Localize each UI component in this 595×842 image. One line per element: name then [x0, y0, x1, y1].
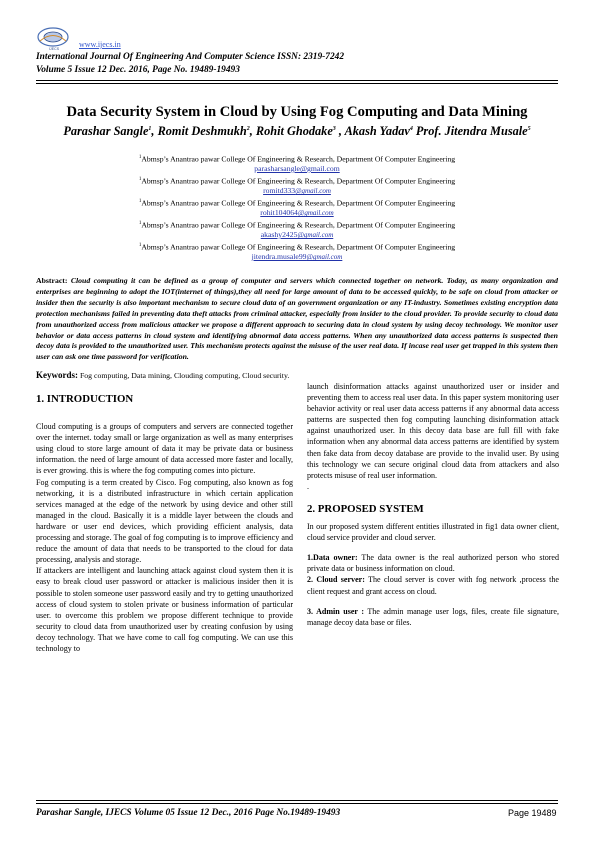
header-rule	[36, 80, 558, 81]
author-sup: 5	[527, 125, 531, 132]
body-paragraph: Cloud computing is a groups of computers and servers are connected together over the internet. today small or large organization as well as many enterprises using cloud to store large amount of data it may be private data or business information. the need of large amount of data accessed more faster and locally, is ever growing. this is where the fog computing comes into picture.	[36, 422, 293, 476]
journal-volume: Volume 5 Issue 12 Dec. 2016, Page No. 19489-19493	[36, 65, 240, 75]
email-user: parasharsangle@gmail.com	[254, 164, 340, 173]
author-email-link[interactable]	[60, 251, 534, 263]
section-heading-proposed-system: 2. PROPOSED SYSTEM	[307, 502, 424, 515]
body-paragraph: Fog computing is a term created by Cisco. Fog computing, also known as fog networking, it is a distributed infrastructure in which certain application services managed at the edge of the network by using device and other still managed in the cloud. Basically it is a middle layer between the clouds and hardware or user end devices, which providing efficient analysis, data processing and storage. The goal of fog computing is to improve efficiency and reduce the amount of data that needs to be transported to the cloud for data processing, analysis and storage.	[36, 477, 293, 565]
affiliation-text: Abmsp’s Anantrao pawar College Of Engineering & Research, Department Of Computer Engineering	[141, 198, 456, 208]
email-domain: @gmail.com	[297, 209, 334, 217]
entity-item	[307, 574, 559, 596]
affiliation-text: Abmsp’s Anantrao pawar College Of Engineering & Research, Department Of Computer Engineering	[141, 176, 456, 186]
keywords	[36, 370, 558, 381]
footer-rule	[36, 800, 558, 801]
email-user: akashy2425	[260, 230, 298, 239]
affiliation-sup: 1	[138, 199, 142, 204]
keywords-text: Fog computing, Data mining, Clouding computing, Cloud security.	[78, 371, 290, 380]
email-domain: @gmail.com	[306, 253, 343, 261]
abstract-label: Abstract:	[36, 276, 68, 285]
keywords-label: Keywords:	[36, 370, 78, 380]
entity-label: 2. Cloud server:	[307, 575, 365, 585]
footer-rule-secondary	[36, 803, 558, 804]
affiliation-text: Abmsp’s Anantrao pawar College Of Engineering & Research, Department Of Computer Engineering	[141, 242, 456, 252]
affiliation-sup: 1	[138, 177, 142, 182]
entity-text: The admin manage user logs, files, create file signature, manage decoy data base or files.	[307, 606, 559, 627]
author-name: Akash Yadav	[344, 124, 410, 138]
author-separator: ,	[335, 124, 345, 138]
author-separator: ,	[249, 124, 256, 138]
email-domain: @gmail.com	[295, 187, 331, 195]
paper-title: Data Security System in Cloud by Using Fog Computing and Data Mining	[66, 104, 528, 120]
email-domain: @gmail.com	[297, 231, 334, 239]
abstract-text: Cloud computing it can be defined as a group of computer and servers which connected together on network. Today, as many organization and enterprises are beginning to adopt the IOT(internet of things),they all need for large amount of data to be accessed quickly, to be safe on cloud from attacker or insider then the security is also important mechanism to secure cloud data of an government organization or any IT-industry. Sometimes existing encryption data protection mechanisms failed in preventing data theft attacks from criminal attacker, especially from insider to the cloud provider. To provide security to cloud data from unauthorized access from malicious attacker we propose a different approach to securing data in cloud system by using decoy technology. We monitor user behavior or data access patterns in cloud system and identifying abnormal data access patterns. When any unauthorized data access patterns is suspected then decoy data is provided to the unauthorized user. This mechanism protects against the misuse of the user real data. If incase real user get trapped in this system then user can ask one time password for verification.	[36, 276, 559, 362]
entity-text: The data owner is the real authorized person who stored private data or business information on cloud.	[307, 553, 560, 574]
journal-name: International Journal Of Engineering And Computer Science ISSN: 2319-7242	[36, 52, 345, 62]
author-sup: 3	[332, 125, 336, 132]
entity-item	[307, 552, 559, 574]
author-sup: 1	[148, 125, 152, 132]
author-name: Romit Deshmukh	[157, 124, 247, 138]
affiliation-sup: 1	[138, 243, 142, 248]
body-paragraph: In our proposed system different entities illustrated in fig1 data owner client, cloud service provider and cloud server.	[307, 522, 559, 543]
affiliation-sup: 1	[138, 155, 142, 160]
logo-text: IJECS	[48, 47, 60, 51]
left-column	[36, 394, 293, 654]
abstract	[36, 276, 558, 363]
author-separator: ,	[151, 124, 158, 138]
header-rule-secondary	[36, 83, 558, 84]
entity-text: The cloud server is cover with fog network ,process the client request and grant access on cloud.	[307, 575, 560, 596]
entity-item	[307, 606, 559, 628]
right-column	[307, 381, 559, 628]
author-name: Parashar Sangle	[63, 124, 149, 138]
email-user: rohit104064	[260, 208, 298, 217]
body-paragraph: If attackers are intelligent and launching attack against cloud system then it is easy to break cloud user password or attacker is malicious insider then it is possible to stolen someone user password easily and try to getting unauthorized access of cloud system to stolen private or business information of particular user. to overcome this problem we propose different technique to provide security to cloud data from unauthorized user by creating confusion by using decoy technology. That we have come to call fog computing. We can use this technology to	[36, 566, 293, 653]
affiliation-text: Abmsp’s Anantrao pawar College Of Engineering & Research, Department Of Computer Engineering	[141, 154, 456, 164]
entity-label: 1.Data owner:	[307, 553, 358, 563]
page-number: Page 19489	[508, 808, 557, 818]
email-user: jitendra.musale99	[251, 252, 307, 261]
author-name: Prof. Jitendra Musale	[415, 124, 528, 138]
journal-website-link[interactable]: www.ijecs.in	[79, 40, 121, 49]
affiliation-text: Abmsp’s Anantrao pawar College Of Engineering & Research, Department Of Computer Engineering	[141, 220, 456, 230]
stray-dot: .	[307, 481, 310, 491]
ijecs-logo	[36, 26, 70, 48]
section-heading-introduction: 1. INTRODUCTION	[36, 393, 134, 405]
author-list	[36, 124, 558, 139]
body-paragraph: launch disinformation attacks against unauthorized user or insider and preventing them to access real user data. In this paper system monitoring user behavior activity or real user data access patterns if any abnormal data access patterns are suspected then fog computing launching disinformation attack against unauthorized user. In this decoy data base are full fill with fake information when any abnormal data access patterns are identified by system then fake data from decoy database are provide to the invalid user. By using this technology we can secure original cloud data from attackers and also protects misuse of real user information.	[307, 382, 559, 480]
email-user: romitd333	[263, 186, 296, 195]
author-name: Rohit Ghodake	[255, 124, 333, 138]
entity-label: 3. Admin user :	[307, 606, 365, 616]
author-sup: 4	[409, 125, 413, 132]
footer-citation: Parashar Sangle, IJECS Volume 05 Issue 12 Dec., 2016 Page No.19489-19493	[36, 808, 341, 818]
author-sup: 2	[246, 125, 250, 132]
affiliation-sup: 1	[138, 221, 142, 226]
